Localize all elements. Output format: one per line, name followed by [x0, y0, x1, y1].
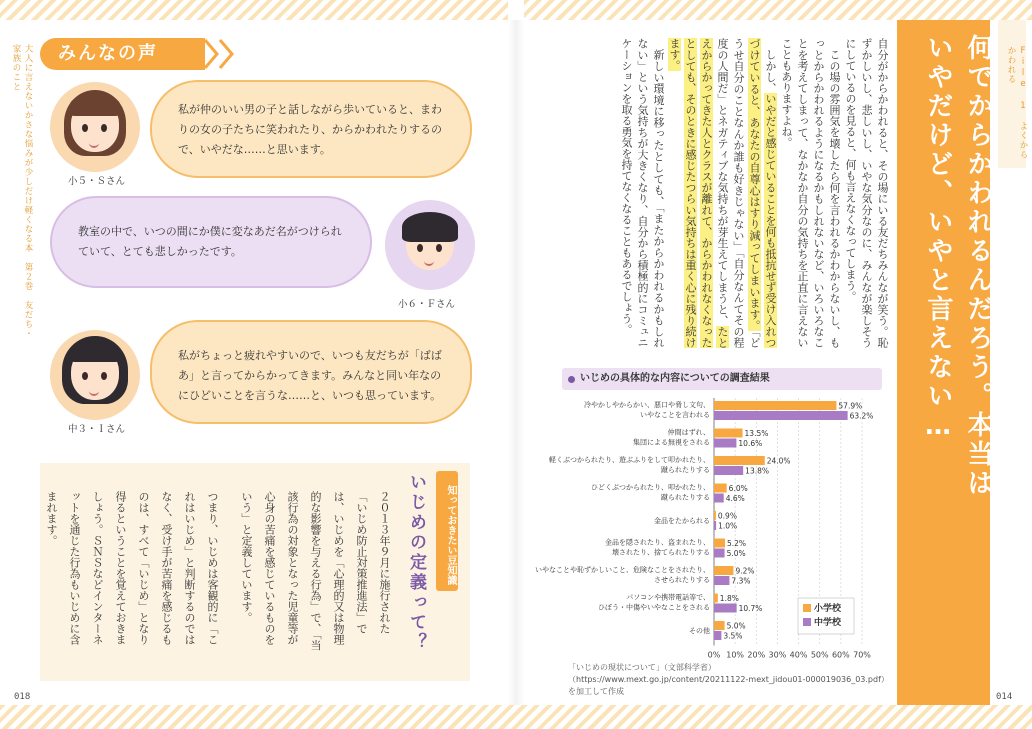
bangs [70, 342, 120, 362]
voice-caption-1: 小５・Ｓさん [68, 176, 126, 187]
data-label: 10.7% [738, 604, 763, 613]
category-label: パソコンや携帯電話等で、 [626, 593, 710, 602]
category-label: 壊されたり、捨てられたりする [612, 548, 710, 557]
body-text-plain: 「どうせ自分のことなんか誰も好きじゃない」「自分なんてその程度の人間だ」とネガティブな気持ちが芽生えてしまうと、 [716, 38, 761, 349]
x-tick-label: 20% [747, 650, 766, 660]
legend-label: 小学校 [814, 604, 842, 614]
bar-chart [535, 392, 882, 662]
category-label: 蹴られたりする [661, 493, 710, 502]
trivia-text-1: ２０１３年９月に施行された「いじめ防止対策推進法」では、いじめを「心理的又は物理的な影響を与える行為」で、「当該行為の対象となった児童等が心身の苦痛を感じているものをいう」と定義しています。 [240, 491, 391, 651]
body-text-plain: しかし、 [764, 49, 777, 94]
bar-junior-high [714, 549, 725, 558]
body-paragraph-2: この場の雰囲気を壊したら何を言われるかわからないし、もっとからかわれるようになるかもしれないなど、いろいろなことを考えてしまって、なかなか自分の気持ちを正直に言えないこともありますよね。 [780, 38, 841, 348]
body-paragraph-1: 自分がからかわれると、その場にいる友だちみんなが笑う。恥ずかしいし、悲しいし、いやな気分なのに、みんなが楽しそうにしているのを見ると、何も言えなくなってしまう。 [844, 38, 889, 348]
bar-elementary [714, 456, 765, 465]
body-paragraph-3 [666, 38, 778, 348]
eye [417, 244, 423, 252]
source-line-1: 「いじめの現状について」（文部科学省） [568, 663, 716, 672]
chart-source [568, 662, 888, 698]
chart-title: いじめの具体的な内容についての調査結果 [562, 368, 882, 390]
category-label: 集団による無視をされる [633, 438, 710, 447]
eye [101, 372, 107, 380]
data-label: 6.0% [728, 484, 748, 493]
trivia-text-2: つまり、いじめは客観的に「これはいじめ」と判断するのではなく、受け手が苦痛を感じるものは、すべて「いじめ」となり得るということを覚えておきましょう。ＳＮＳなどインターネットを通じた行為もいじめに含まれます。 [45, 491, 219, 645]
data-label: 1.0% [718, 521, 738, 531]
trivia-title: いじめの定義って？ [406, 473, 426, 653]
main-title: 何でからかわれるんだろう。本当はいやだけど、いやと言えない… [923, 34, 993, 498]
data-label: 0.9% [717, 511, 737, 521]
book-spine [508, 20, 524, 705]
category-label: ひぼう・中傷やいやなことをされる [598, 603, 710, 612]
voice-caption-2: 小６・Ｆさん [398, 299, 456, 310]
data-label: 5.0% [726, 621, 746, 631]
running-head: 大人に言えないかさな悩みが少しだけ軽くなる本 第２巻 友だち・家族のこと [11, 44, 33, 339]
category-label: 軽くぶつかられたり、遊ぶふりをして叩かれたり、 [549, 456, 710, 464]
bar-junior-high [714, 439, 736, 448]
bar-elementary [714, 566, 733, 575]
legend-swatch [803, 604, 811, 612]
category-label: させられたりする [654, 576, 710, 584]
bangs [70, 94, 120, 116]
voice-bubble-1: 私が仲のいい男の子と話しながら歩いていると、まわりの女の子たちに笑われたり、からかわれたりするので、いやだな……と思います。 [150, 80, 472, 178]
x-tick-label: 40% [789, 650, 808, 660]
bar-junior-high [714, 521, 716, 530]
chevron-right-icon [218, 38, 234, 70]
eye [436, 244, 442, 252]
voice-caption-3: 中３・Ｉさん [68, 424, 126, 435]
eye [82, 124, 88, 132]
chevron-right-icon [203, 38, 219, 70]
category-label: いやなことを言われる [640, 411, 710, 419]
avatar [50, 330, 140, 420]
bullet-icon [568, 376, 575, 383]
voices-title: みんなの声 [40, 38, 205, 70]
bar-elementary [714, 621, 725, 630]
data-label: 3.5% [723, 631, 743, 641]
bar-junior-high [714, 411, 848, 420]
bar-junior-high [714, 494, 724, 503]
bar-elementary [714, 511, 716, 520]
bar-junior-high [714, 631, 721, 640]
data-label: 1.8% [719, 594, 739, 603]
category-label: いやなことや恥ずかしいこと、危険なことをされたり、 [535, 566, 710, 574]
category-label: 冷やかしやからかい、悪口や脅し文句、 [584, 401, 710, 409]
x-tick-label: 0% [707, 650, 721, 660]
category-label: 蹴られたりする [661, 466, 710, 474]
bar-elementary [714, 484, 727, 493]
x-tick-label: 60% [831, 650, 850, 660]
hair [402, 212, 458, 242]
data-label: 13.8% [745, 466, 770, 476]
x-tick-label: 70% [853, 650, 871, 660]
x-tick-label: 10% [726, 650, 745, 660]
voice-bubble-2: 教室の中で、いつの間にか僕に変なあだ名がつけられていて、とても悲しかったです。 [50, 196, 372, 288]
body-text [548, 38, 890, 348]
data-label: 5.0% [726, 549, 746, 558]
top-stripe-right [524, 0, 1032, 20]
data-label: 24.0% [766, 456, 791, 466]
bar-elementary [714, 594, 718, 603]
data-label: 9.2% [735, 566, 755, 576]
category-label: その他 [689, 627, 710, 635]
data-label: 10.6% [738, 439, 763, 448]
bar-junior-high [714, 576, 729, 585]
body-paragraph-4: 新しい環境に移ったとしても、「またからかわれるかもしれない」という気持ちが大きくなり、自分から積極的にコミュニケーションを取る勇気を持てなくなることもあるでしょう。 [620, 38, 665, 348]
legend-label: 中学校 [814, 618, 842, 628]
body-highlight-1: いやだと感じていることを何も抵抗せず受け入れつづけていると、あなたの自尊心はすり減ってしまいます。 [748, 38, 777, 349]
avatar [385, 200, 475, 290]
trivia-badge: 知っておきたい豆知識 [436, 471, 458, 591]
page-number-left: 018 [14, 692, 31, 702]
body-highlight-2: たとえからかってきた人とクラスが離れて、からかわれなくなったとしても、そのときに感じたつらい気持ちは重く心に残り続けます。 [668, 38, 729, 349]
category-label: 金品をたかられる [654, 517, 710, 525]
eye [101, 124, 107, 132]
voice-bubble-3: 私がちょっと疲れやすいので、いつも友だちが「ばばあ」と言ってからかってきます。みんなと同い年なのにひどいことを言うな……と、いつも思っています。 [150, 320, 472, 424]
category-label: ひどくぶつかられたり、叩かれたり、 [591, 483, 710, 492]
bar-elementary [714, 429, 743, 438]
bar-elementary [714, 401, 836, 410]
top-stripe-left [0, 0, 508, 20]
trivia-box [40, 463, 470, 681]
category-label: 仲間はずれ、 [667, 428, 710, 437]
x-tick-label: 30% [768, 650, 787, 660]
data-label: 4.6% [725, 494, 745, 503]
bar-junior-high [714, 466, 743, 475]
data-label: 5.2% [726, 539, 747, 548]
avatar [50, 82, 140, 172]
bar-elementary [714, 539, 725, 548]
bottom-stripe [0, 705, 1032, 729]
page-number-right: 014 [996, 692, 1013, 702]
data-label: 57.9% [838, 401, 863, 411]
x-tick-label: 50% [810, 650, 829, 660]
eye [82, 372, 88, 380]
category-label: 金品を隠されたり、盗まれたり、 [605, 538, 710, 547]
data-label: 7.3% [731, 576, 751, 586]
source-line-2: （https://www.mext.go.jp/content/20211122-mext_jidou01-000019036_03.pdf）を加工して作成 [568, 675, 885, 696]
bar-junior-high [714, 604, 737, 613]
legend-swatch [803, 618, 811, 626]
data-label: 63.2% [849, 411, 874, 421]
file-label: File 1 よくからかわれる [1006, 46, 1028, 160]
data-label: 13.5% [744, 429, 769, 438]
